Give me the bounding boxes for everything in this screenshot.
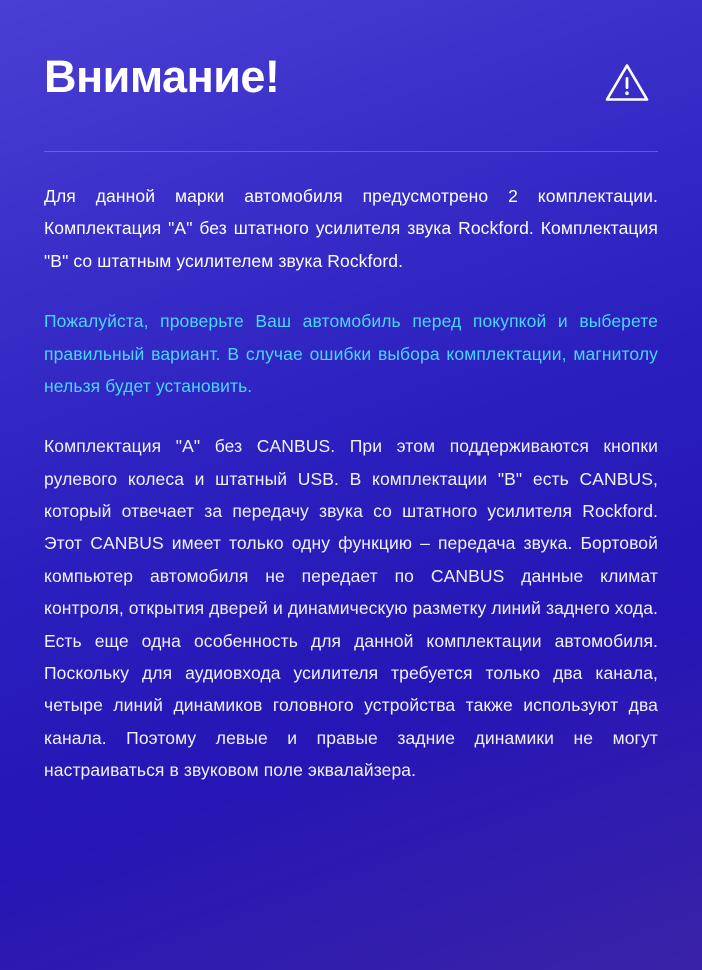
document-body	[44, 180, 658, 786]
document-header	[44, 51, 658, 109]
paragraph-details: Комплектация "А" без CANBUS. При этом поддерживаются кнопки рулевого колеса и штатный USB. В комплектации "В" есть CANBUS, который отвечает за передачу звука со штатного усилителя Rockford. Этот CANBUS имеет только одну функцию – передача звука. Бортовой компьютер автомобиля не передает по CANBUS данные климат контроля, открытия дверей и динамическую разметку линий заднего хода. Есть еще одна особенность для данной комплектации автомобиля. Поскольку для аудиовхода усилителя требуется только два канала, четыре линий динамиков головного устройства также используют два канала. Поэтому левые и правые задние динамики не могут настраиваться в звуковом поле эквалайзера.	[44, 436, 658, 780]
warning-triangle-icon	[604, 62, 650, 109]
header-divider	[44, 151, 658, 152]
page-title: Внимание!	[44, 51, 280, 102]
paragraph-intro: Для данной марки автомобиля предусмотрено 2 комплектации. Комплектация "А" без штатного усилителя звука Rockford. Комплектация "В" со штатным усилителем звука Rockford.	[44, 186, 658, 271]
paragraph-notice: Пожалуйста, проверьте Ваш автомобиль перед покупкой и выберете правильный вариант. В случае ошибки выбора комплектации, магнитолу нельзя будет установить.	[44, 311, 658, 396]
